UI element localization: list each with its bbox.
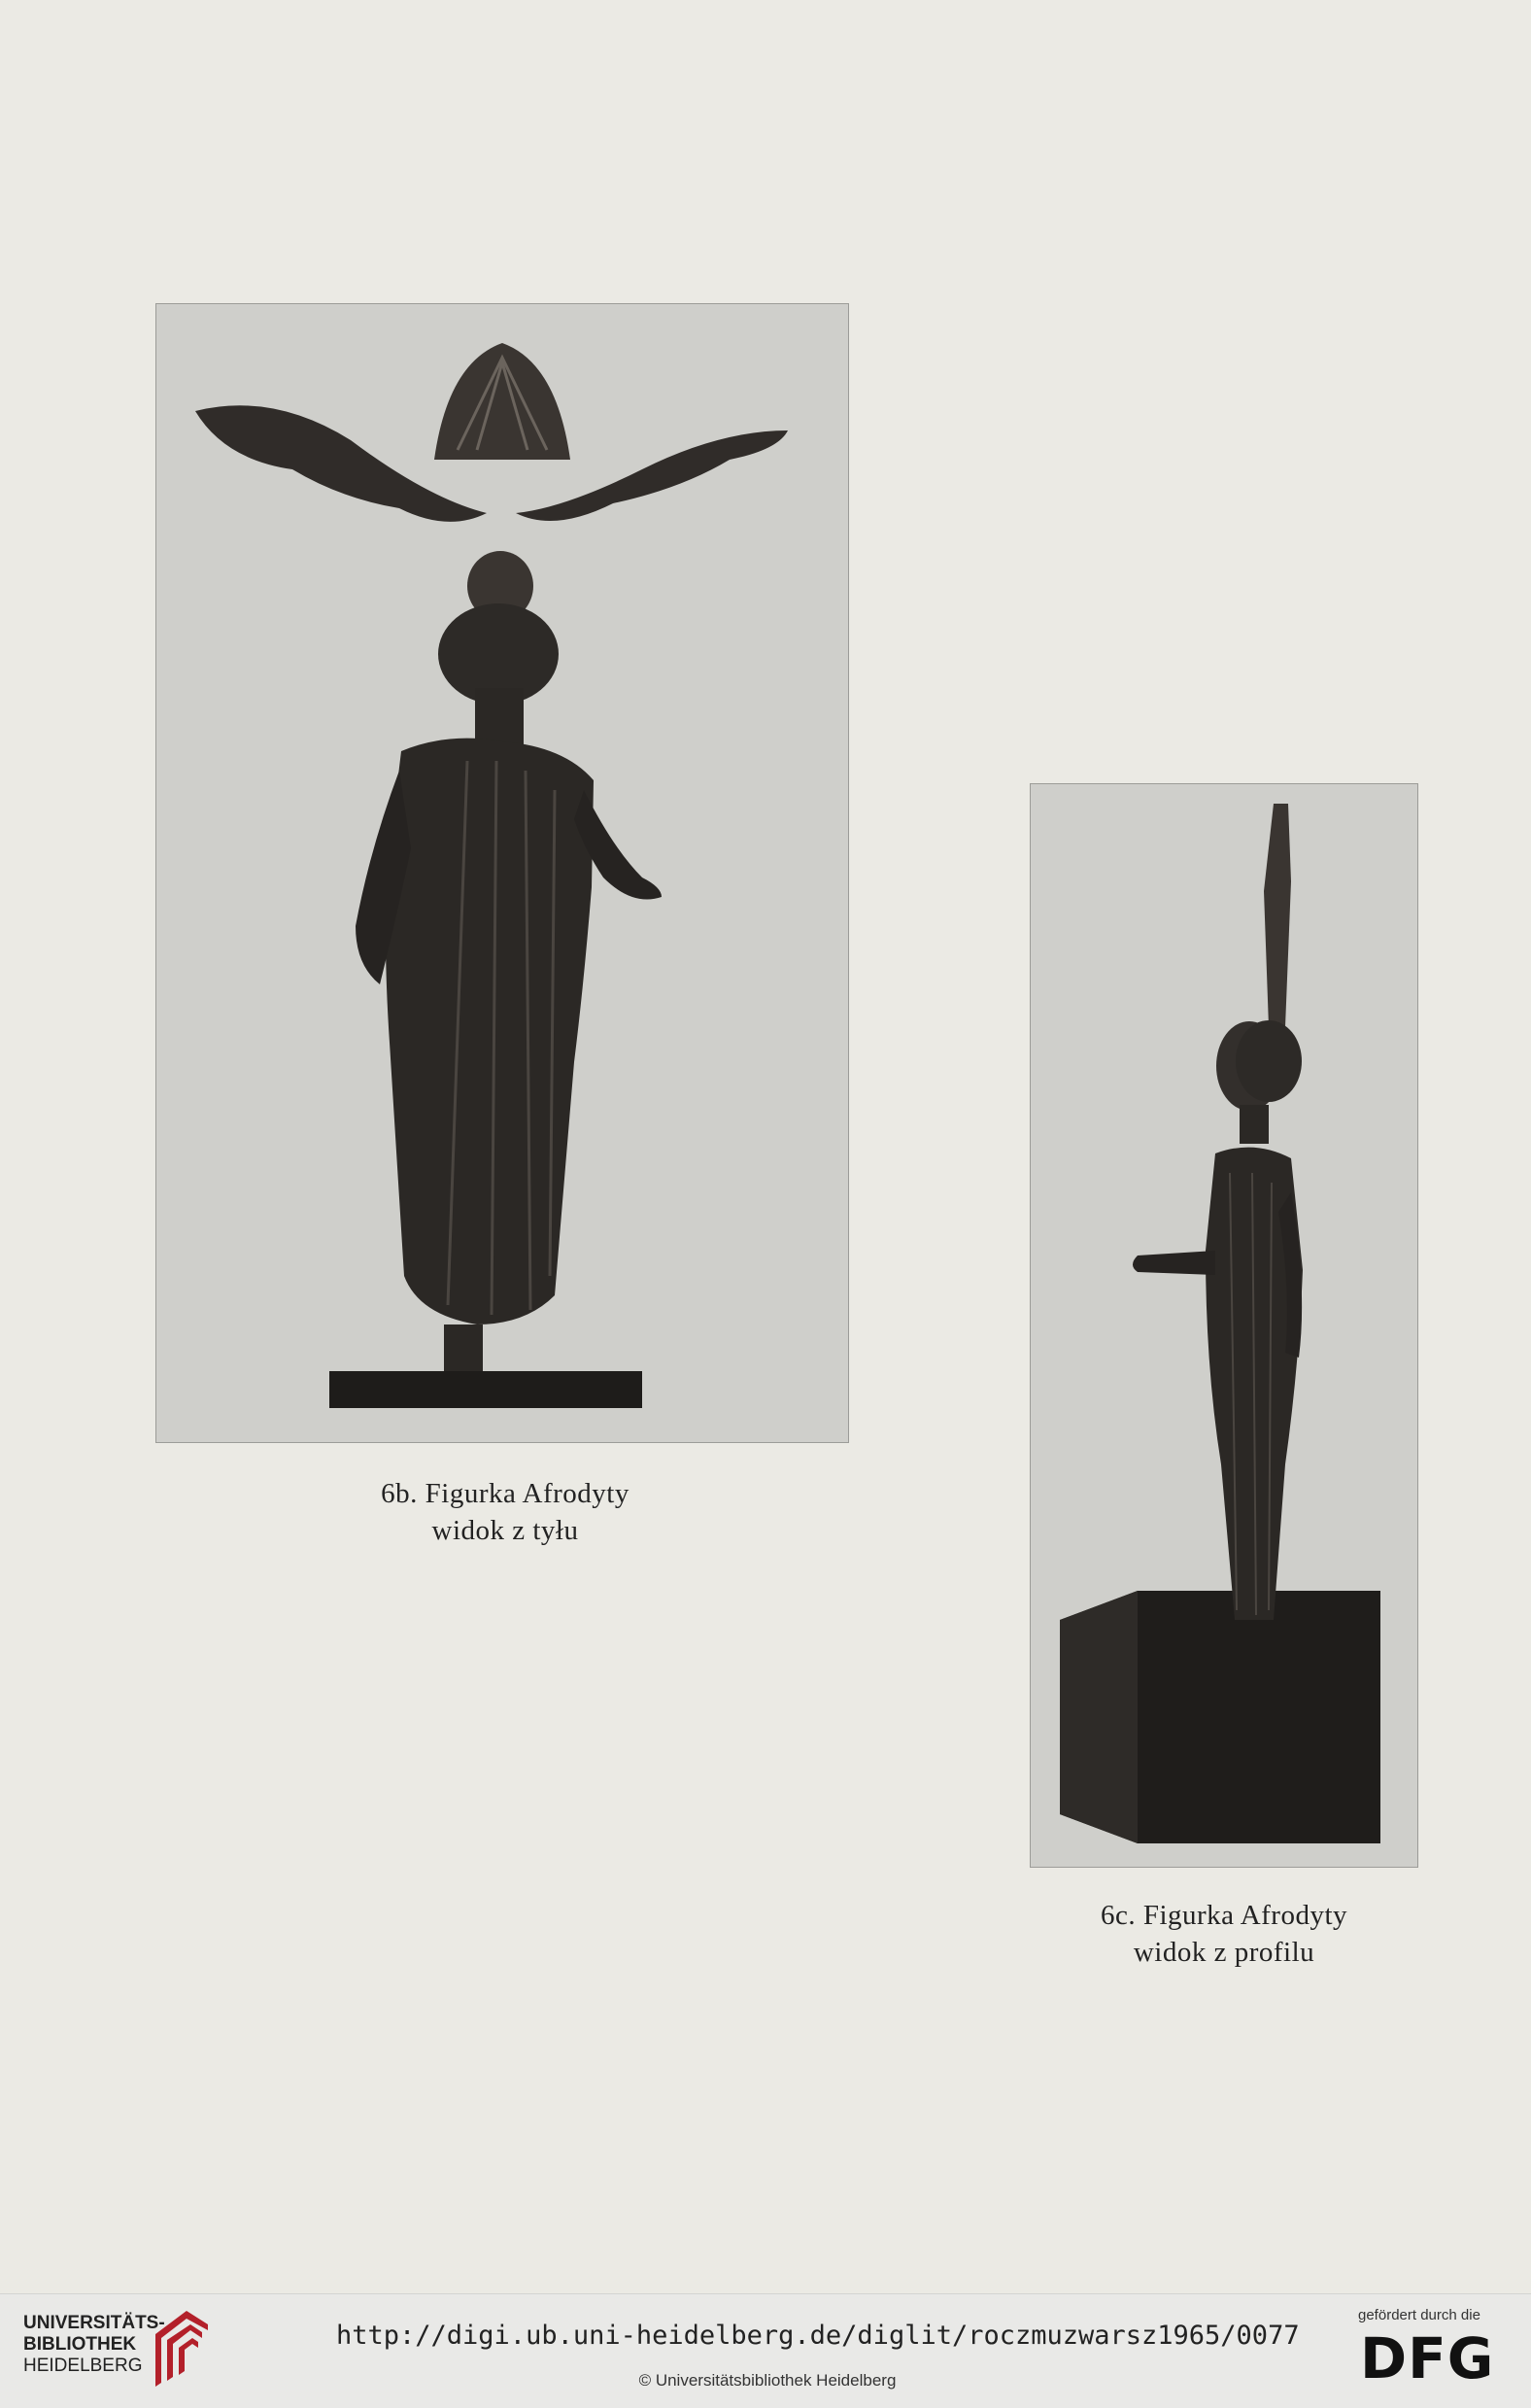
figure-6c-caption-title: 6c. Figurka Afrodyty [1100, 1900, 1348, 1931]
figurine-back-view-image [156, 304, 848, 1442]
figure-6c-caption [1010, 1897, 1438, 1971]
figurine-back-view-photo [155, 303, 849, 1443]
footer-bar [0, 2293, 1531, 2408]
copyright-notice: © Universitätsbibliothek Heidelberg [638, 2371, 897, 2390]
library-emblem-icon [148, 2305, 216, 2391]
library-name-line1: UNIVERSITÄTS- [23, 2313, 165, 2333]
figurine-profile-view-image [1031, 784, 1417, 1867]
figure-6b-caption [291, 1475, 719, 1549]
figure-6b-caption-title: 6b. Figurka Afrodyty [381, 1478, 629, 1509]
dfg-funding-caption: gefördert durch die [1358, 2307, 1480, 2323]
figure-6c-caption-subtitle: widok z profilu [1133, 1937, 1315, 1968]
figurine-profile-view-photo [1030, 783, 1418, 1868]
university-library-logo[interactable] [23, 2313, 165, 2377]
library-name-line3: HEIDELBERG [23, 2356, 143, 2376]
permalink-url[interactable]: http://digi.ub.uni-heidelberg.de/diglit/roczmuzwarsz1965/0077 [336, 2321, 1300, 2351]
dfg-logo[interactable]: DFG [1360, 2325, 1495, 2391]
library-name-line2: BIBLIOTHEK [23, 2334, 137, 2355]
figure-6b-caption-subtitle: widok z tyłu [431, 1515, 579, 1546]
